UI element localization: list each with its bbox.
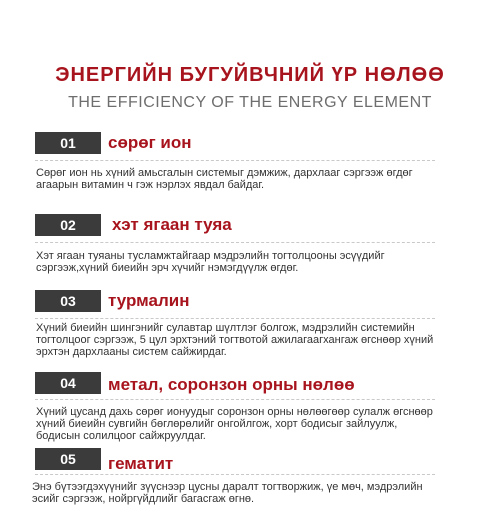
section-divider bbox=[35, 474, 435, 475]
section-description: Хүний цусанд дахь сөрөг ионуудыг соронзон орны нөлөөгөөр сулалж өгснөөр хүний биеийн сувгийн бөглөрөлийг онгойлгож, хорт бодисыг зайлуулж, бодисын солилцоог сайжруулдаг. bbox=[36, 406, 433, 442]
section-description: Сөрөг ион нь хүний амьсгалын системыг дэмжиж, дархлааг сэргээж өгдөг агаарын витамин ч гэж нэрлэх явдал байдаг. bbox=[36, 167, 413, 191]
section-number-badge: 01 bbox=[35, 132, 101, 154]
section-number-badge: 05 bbox=[35, 448, 101, 470]
section-number-badge: 04 bbox=[35, 372, 101, 394]
section-divider bbox=[35, 318, 435, 319]
section-description: Энэ бүтээгдэхүүнийг зүүснээр цусны даралт тогтворжиж, үе мөч, мэдрэлийн эсийг сэргээж, нойргүйдлийг багасгаж өгнө. bbox=[32, 481, 423, 505]
section-description: Хэт ягаан туяаны тусламжтайгаар мэдрэлийн тогтолцооны эсүүдийг сэргээж,хүний биеийн эрч хүчийг нэмэгдүүлж өгдөг. bbox=[36, 250, 385, 274]
page-title: ЭНЕРГИЙН БУГУЙВЧНИЙ ҮР НӨЛӨӨ bbox=[55, 64, 445, 86]
section-divider bbox=[35, 399, 435, 400]
section-description: Хүний биеийн шингэнийг сулавтар шүлтлэг болгож, мэдрэлийн системийн тогтолцоог сэргээж, 5 цул эрхтэний тогтвотой ажилагаагхангаж өгснөөр хүний эрхтэн дархлааны систем сайжирдаг. bbox=[36, 322, 434, 358]
section-heading: хэт ягаан туяа bbox=[112, 215, 232, 234]
section-number-badge: 02 bbox=[35, 214, 101, 236]
section-heading: метал, соронзон орны нөлөө bbox=[108, 375, 355, 394]
section-heading: гематит bbox=[108, 454, 174, 473]
section-heading: сөрөг ион bbox=[108, 133, 192, 152]
section-number-badge: 03 bbox=[35, 290, 101, 312]
section-heading: турмалин bbox=[108, 291, 190, 310]
page-subtitle: THE EFFICIENCY OF THE ENERGY ELEMENT bbox=[68, 94, 432, 111]
section-divider bbox=[35, 160, 435, 161]
section-divider bbox=[35, 242, 435, 243]
